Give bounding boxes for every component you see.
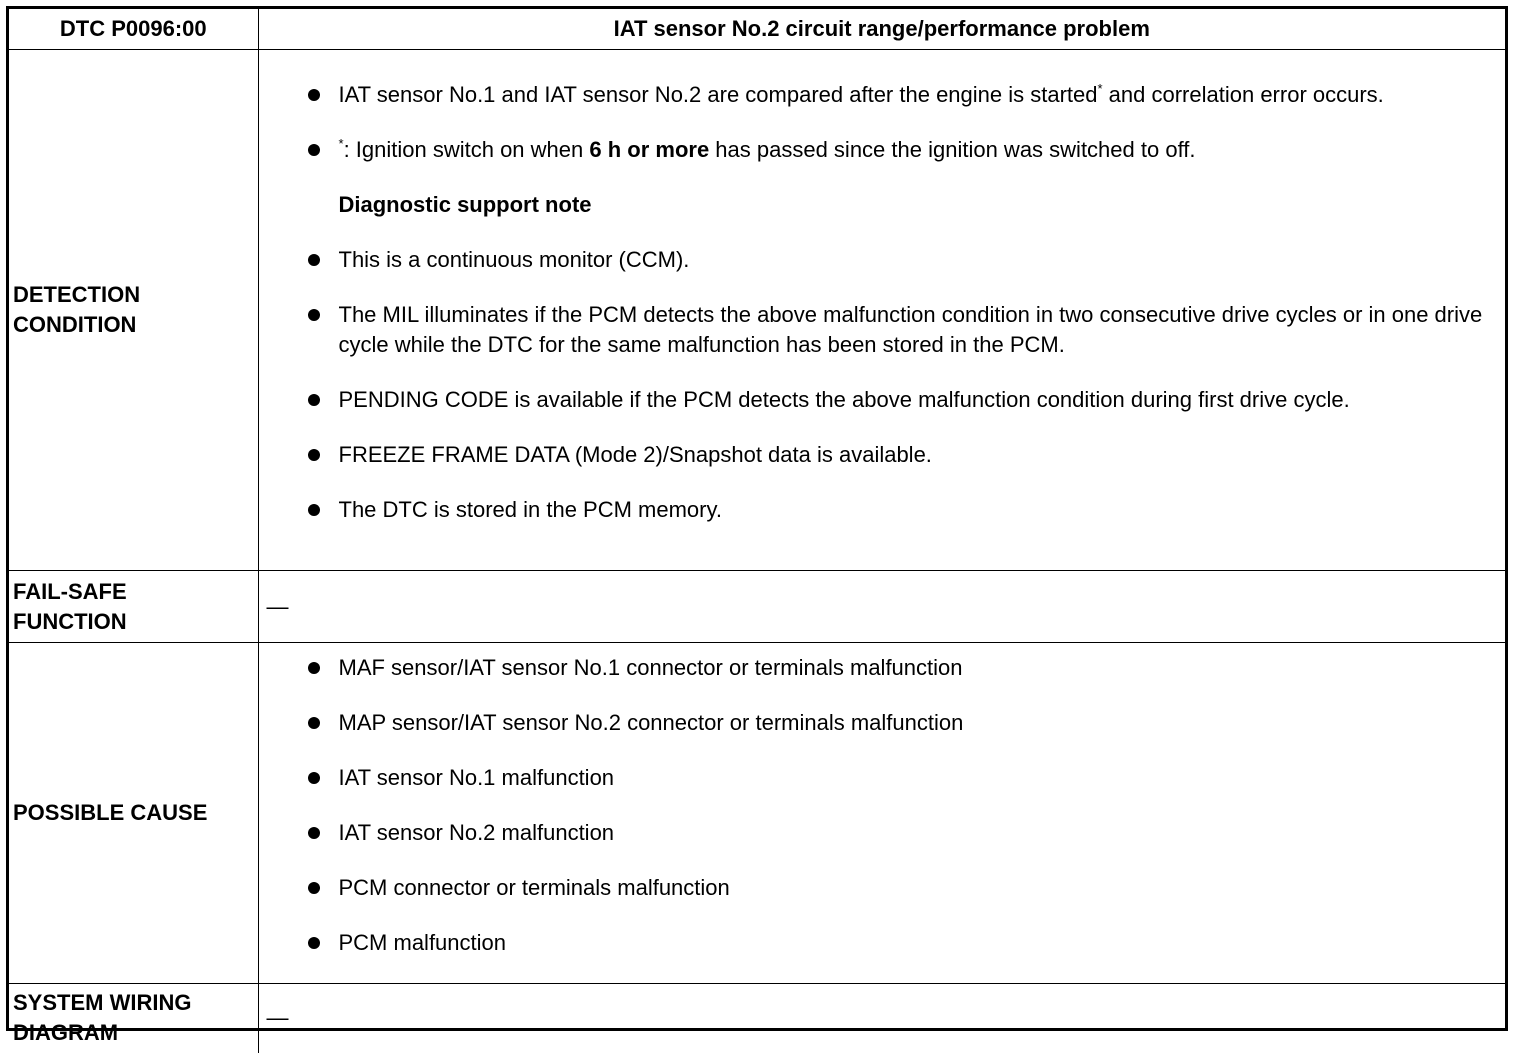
list-item: FREEZE FRAME DATA (Mode 2)/Snapshot data is available. xyxy=(307,440,1486,470)
possible-cause-list xyxy=(259,653,1486,958)
possible-cause-content xyxy=(258,643,1505,984)
list-item: PCM malfunction xyxy=(307,928,1486,958)
dtc-document xyxy=(6,6,1508,1046)
list-item: MAF sensor/IAT sensor No.1 connector or terminals malfunction xyxy=(307,653,1486,683)
header-row xyxy=(9,9,1505,50)
dtc-table xyxy=(9,9,1505,1053)
dtc-code: DTC P0096:00 xyxy=(9,9,258,50)
list-item: IAT sensor No.1 and IAT sensor No.2 are compared after the engine is started* and correlation error occurs. xyxy=(307,80,1486,110)
possible-cause-label: POSSIBLE CAUSE xyxy=(9,643,258,984)
list-item: The DTC is stored in the PCM memory. xyxy=(307,495,1486,525)
detection-condition-content xyxy=(258,50,1505,571)
failsafe-row xyxy=(9,571,1505,643)
detection-list xyxy=(259,80,1486,525)
diagnostic-support-note-title: Diagnostic support note xyxy=(338,192,592,217)
possible-cause-row xyxy=(9,643,1505,984)
list-item: The MIL illuminates if the PCM detects the above malfunction condition in two consecutive drive cycles or in one drive cycle while the DTC for the same malfunction has been stored in the PCM. xyxy=(307,300,1486,360)
list-item: IAT sensor No.1 malfunction xyxy=(307,763,1486,793)
list-item: MAP sensor/IAT sensor No.2 connector or terminals malfunction xyxy=(307,708,1486,738)
detection-row xyxy=(9,50,1505,571)
list-item: *: Ignition switch on when 6 h or more has passed since the ignition was switched to off. xyxy=(307,135,1486,165)
detection-condition-label: DETECTION CONDITION xyxy=(9,50,258,571)
failsafe-label: FAIL-SAFE FUNCTION xyxy=(9,571,258,643)
list-item: IAT sensor No.2 malfunction xyxy=(307,818,1486,848)
list-item: PCM connector or terminals malfunction xyxy=(307,873,1486,903)
wiring-diagram-label: SYSTEM WIRING DIAGRAM xyxy=(9,984,258,1053)
list-item: This is a continuous monitor (CCM). xyxy=(307,245,1486,275)
list-item: PENDING CODE is available if the PCM detects the above malfunction condition during first drive cycle. xyxy=(307,385,1486,415)
dtc-title: IAT sensor No.2 circuit range/performance problem xyxy=(258,9,1505,50)
wiring-row xyxy=(9,984,1505,1053)
wiring-diagram-value: — xyxy=(258,984,1505,1053)
failsafe-value: — xyxy=(258,571,1505,643)
